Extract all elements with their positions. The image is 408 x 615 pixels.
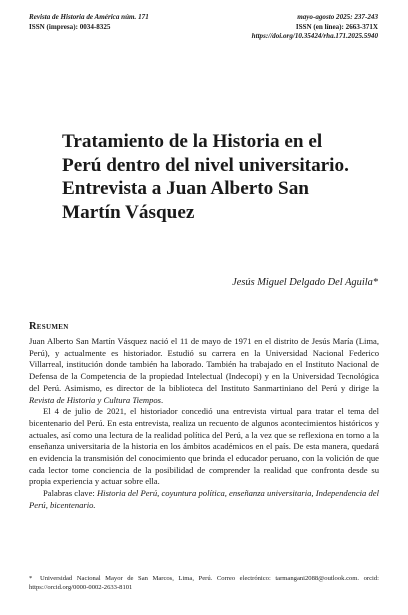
- title-line: Perú dentro del nivel universitario.: [62, 154, 349, 176]
- title-line: Martín Vásquez: [62, 201, 195, 223]
- abstract-text: Juan Alberto San Martín Vásquez nació el 11 de mayo de 1971 en el distrito de Jesús María (Lima, Perú), y actualmente es historiador. Estudió su carrera en la Universidad Nacional Federico Villarreal, institución donde también ha laborado. También ha trabajado en el Instituto Nacional de Defensa de la Competencia de la propiedad Intelectual (Indecopi) y en la Universidad Tecnológica del Perú. Asimismo, es director de la biblioteca del Instituto Sanmartiniano del Perú y dirige la: [29, 336, 379, 393]
- issn-online: ISSN (en línea): 2663-371X: [295, 22, 378, 31]
- title-line: Entrevista a Juan Alberto San: [62, 178, 309, 200]
- author-name: Jesús Miguel Delgado Del Aguila*: [232, 277, 378, 288]
- abstract-paragraph-1: [29, 336, 379, 406]
- footnote-mark: *: [29, 575, 33, 582]
- keywords-label: Palabras clave:: [43, 488, 97, 499]
- keywords: [29, 488, 379, 511]
- keywords-list: Historia del Perú, coyuntura política, enseñanza universitaria, Independencia del Perú, bicentenario.: [29, 488, 379, 510]
- title-line: Tratamiento de la Historia en el: [62, 131, 323, 152]
- footnote-text: Universidad Nacional Mayor de San Marcos, Lima, Perú. Correo electrónico: tarmangani2088@outlook.com. orcid: https://orcid.org/0000-0002-2633-8101: [29, 575, 379, 591]
- journal-title: Revista de Historia y Cultura Tiempos: [29, 394, 162, 405]
- abstract-text: .: [161, 394, 164, 405]
- abstract-heading: Resumen: [29, 321, 69, 332]
- issue-pages: mayo-agosto 2025: 237-243: [297, 13, 378, 21]
- abstract-body: [29, 336, 379, 512]
- article-title: [62, 130, 392, 224]
- running-header-left: [29, 13, 149, 32]
- journal-name: Revista de Historia de América núm. 171: [29, 13, 149, 21]
- abstract-paragraph-2: El 4 de julio de 2021, el historiador concedió una entrevista virtual para tratar el tema del bicentenario del Perú. En esta entrevista, realiza un recuento de algunos acontecimientos históricos y actuales, así como una lectura de la realidad política del Perú, a la vez que se reflexiona en torno a la enseñanza universitaria de la historia en los ámbitos académicos en el país. De esta manera, quedará en evidencia la transmisión del conocimiento que brinda el educador peruano, con la volición de que cada lector tome conciencia de la posibilidad de comprender la realidad que confronta desde su propia experiencia y actuar sobre ella.: [29, 406, 379, 487]
- doi-link[interactable]: https://doi.org/10.35424/rha.171.2025.5940: [251, 32, 378, 41]
- author-footnote: [29, 575, 379, 592]
- running-header-right: [252, 13, 378, 42]
- issn-print: ISSN (impresa): 0034-8325: [29, 22, 111, 31]
